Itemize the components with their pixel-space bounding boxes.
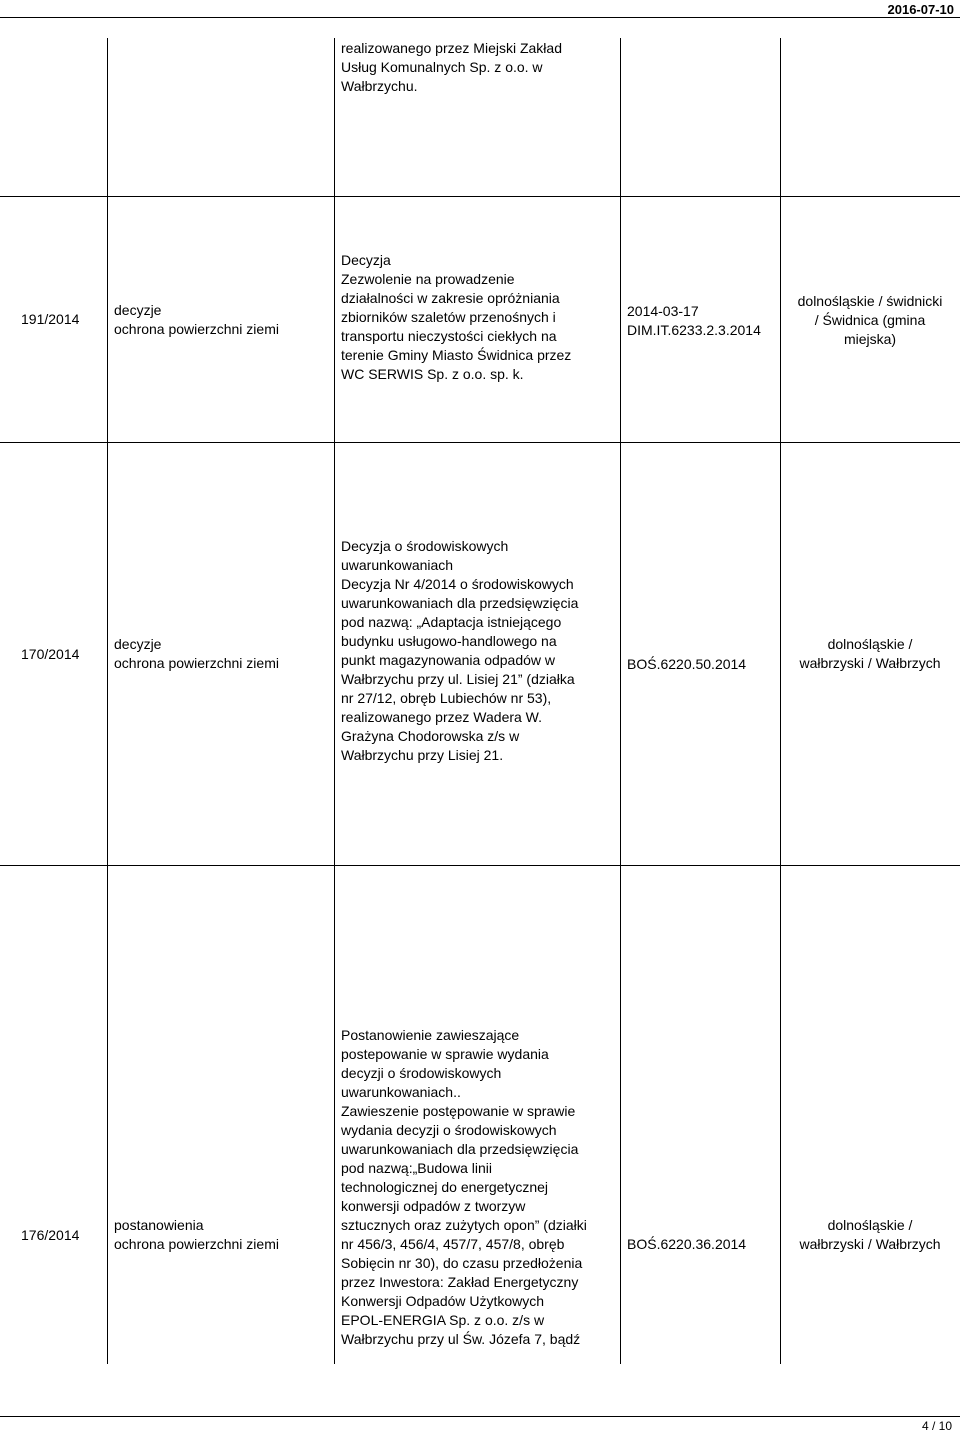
row-description: Postanowienie zawieszające postepowanie w sprawie wydania decyzji o środowiskowych uwarunkowaniach.. Zawieszenie postępowanie w sprawie wydania decyzji o środowiskowych uwarunkowaniach dla przedsięwzięcia pod nazwą:„Budowa linii technologicznej do energetycznej konwersji odpadów z tworzyw sztucznych oraz zużytych opon” (działki nr 456/3, 456/4, 457/7, 457/8, obręb Sobięcin nr 30), do czasu przedłożenia przez Inwestora: Zakład Energetyczny Konwersji Odpadów Użytkowych EPOL-ENERGIA Sp. z o.o. z/s w Wałbrzychu przy ul Św. Józefa 7, bądź <box>341 1027 587 1347</box>
header-rule <box>0 17 960 18</box>
column-divider <box>780 38 781 1364</box>
row-number: 170/2014 <box>21 646 80 662</box>
continuation-text: realizowanego przez Miejski Zakład Usług Komunalnych Sp. z o.o. w Wałbrzychu. <box>341 40 562 94</box>
row-type: decyzje ochrona powierzchni ziemi <box>114 302 279 337</box>
footer-rule <box>0 1416 960 1417</box>
column-divider <box>334 38 335 1364</box>
print-date: 2016-07-10 <box>887 2 954 17</box>
row-number: 176/2014 <box>21 1227 80 1243</box>
row-description: Decyzja Zezwolenie na prowadzenie działalności w zakresie opróżniania zbiorników szaletów przenośnych i transportu nieczystości ciekłych na terenie Gminy Miasto Świdnica przez WC SERWIS Sp. z o.o. sp. k. <box>341 252 572 382</box>
row-location: dolnośląskie / wałbrzyski / Wałbrzych <box>799 636 941 671</box>
row-type: postanowienia ochrona powierzchni ziemi <box>114 1217 279 1252</box>
row-location: dolnośląskie / świdnicki / Świdnica (gmina miejska) <box>797 293 943 347</box>
column-divider <box>107 38 108 1364</box>
row-reference: 2014-03-17 DIM.IT.6233.2.3.2014 <box>627 303 761 338</box>
row-reference: BOŚ.6220.50.2014 <box>627 656 747 672</box>
row-type: decyzje ochrona powierzchni ziemi <box>114 636 279 671</box>
row-divider <box>0 196 960 197</box>
page-number: 4 / 10 <box>921 1419 952 1433</box>
row-divider <box>0 865 960 866</box>
row-divider <box>0 442 960 443</box>
row-description: Decyzja o środowiskowych uwarunkowaniach Decyzja Nr 4/2014 o środowiskowych uwarunkowaniach dla przedsięwzięcia pod nazwą: „Adaptacja istniejącego budynku usługowo-handlowego na punkt magazynowania odpadów w Wałbrzychu przy ul. Lisiej 21” (działka nr 27/12, obręb Lubiechów nr 53), realizowanego przez Wadera W. Grażyna Chodorowska z/s w Wałbrzychu przy Lisiej 21. <box>341 538 579 763</box>
row-reference: BOŚ.6220.36.2014 <box>627 1236 747 1252</box>
row-location: dolnośląskie / wałbrzyski / Wałbrzych <box>799 1217 941 1252</box>
row-number: 191/2014 <box>21 311 80 327</box>
